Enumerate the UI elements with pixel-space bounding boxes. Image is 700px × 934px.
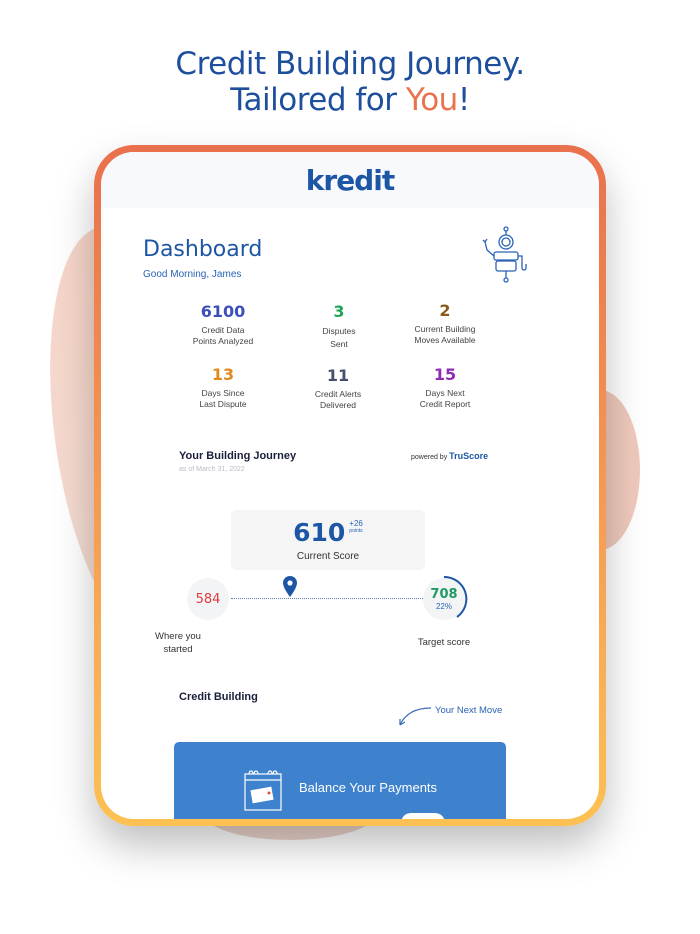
next-move-card[interactable]: [174, 742, 506, 819]
stat-label: Current Building: [414, 324, 476, 334]
powered-by-label: powered by: [411, 454, 448, 461]
app-header: [101, 152, 599, 208]
target-progress-arc: [419, 574, 469, 624]
stat-label: Disputes: [322, 326, 356, 336]
stat-label: Sent: [330, 339, 348, 349]
stat-value: 13: [211, 365, 235, 384]
calendar-card-icon: [244, 769, 282, 811]
robot-icon: [481, 226, 531, 284]
current-score-card: [231, 510, 425, 570]
credit-building-title: Credit Building: [179, 691, 258, 703]
start-score: 584: [195, 591, 221, 607]
target-percent: 22%: [435, 602, 452, 611]
stat-data-points: [168, 302, 278, 347]
greeting: Good Morning, James: [143, 269, 242, 280]
next-move-label: Your Next Move: [435, 705, 503, 716]
start-label-line: started: [163, 644, 193, 655]
headline: [0, 46, 700, 118]
progress-track: [231, 598, 431, 599]
stat-value: 11: [326, 366, 350, 385]
stat-label: Credit Data: [201, 325, 245, 335]
target-score: 708: [430, 587, 458, 602]
delta-value: +26: [349, 519, 363, 528]
stat-label: Delivered: [320, 400, 356, 410]
start-label-line: Where you: [155, 631, 201, 642]
delta-unit: points: [349, 528, 363, 534]
page-title: Dashboard: [143, 237, 263, 262]
stat-label: Credit Report: [419, 399, 471, 409]
stat-credit-alerts: [283, 366, 393, 411]
card-action-button[interactable]: [401, 813, 445, 819]
stat-label: Days Since: [201, 388, 245, 398]
stat-label: Points Analyzed: [192, 336, 254, 346]
stat-label: Days Next: [425, 388, 465, 398]
kredit-logo: kredit: [305, 163, 395, 197]
stat-label: Credit Alerts: [314, 389, 362, 399]
truscore-link[interactable]: TruScore: [449, 451, 489, 461]
stat-label: Last Dispute: [199, 399, 247, 409]
curved-arrow-icon: [397, 706, 433, 728]
stat-building-moves: [390, 301, 500, 346]
next-move-title: Balance Your Payments: [299, 780, 438, 795]
headline-line1: Credit Building Journey.: [175, 46, 525, 82]
journey-date: as of March 31, 2022: [179, 466, 245, 473]
stat-label: Moves Available: [414, 335, 476, 345]
stat-days-next-report: [390, 365, 500, 410]
headline-exclaim: !: [457, 82, 470, 118]
score-row: [231, 518, 425, 548]
current-score-label: Current Score: [296, 551, 360, 562]
headline-highlight: You: [405, 82, 458, 118]
stat-value: 15: [433, 365, 457, 384]
stat-value: 2: [439, 301, 451, 320]
stat-days-since-dispute: [168, 365, 278, 410]
app-screen: [101, 152, 599, 819]
stat-value: 6100: [200, 302, 246, 321]
start-label: [143, 630, 213, 656]
stat-value: 3: [333, 302, 345, 321]
target-label: Target score: [417, 637, 471, 648]
location-pin-icon: [282, 576, 298, 597]
powered-by: [411, 451, 488, 461]
journey-title: Your Building Journey: [179, 450, 297, 462]
score-delta: [349, 519, 363, 534]
stat-disputes-sent: [284, 302, 394, 351]
tablet-frame: [94, 145, 606, 826]
start-score-circle: [187, 578, 229, 620]
current-score: 610: [293, 518, 346, 547]
headline-line2: Tailored for: [230, 82, 406, 118]
